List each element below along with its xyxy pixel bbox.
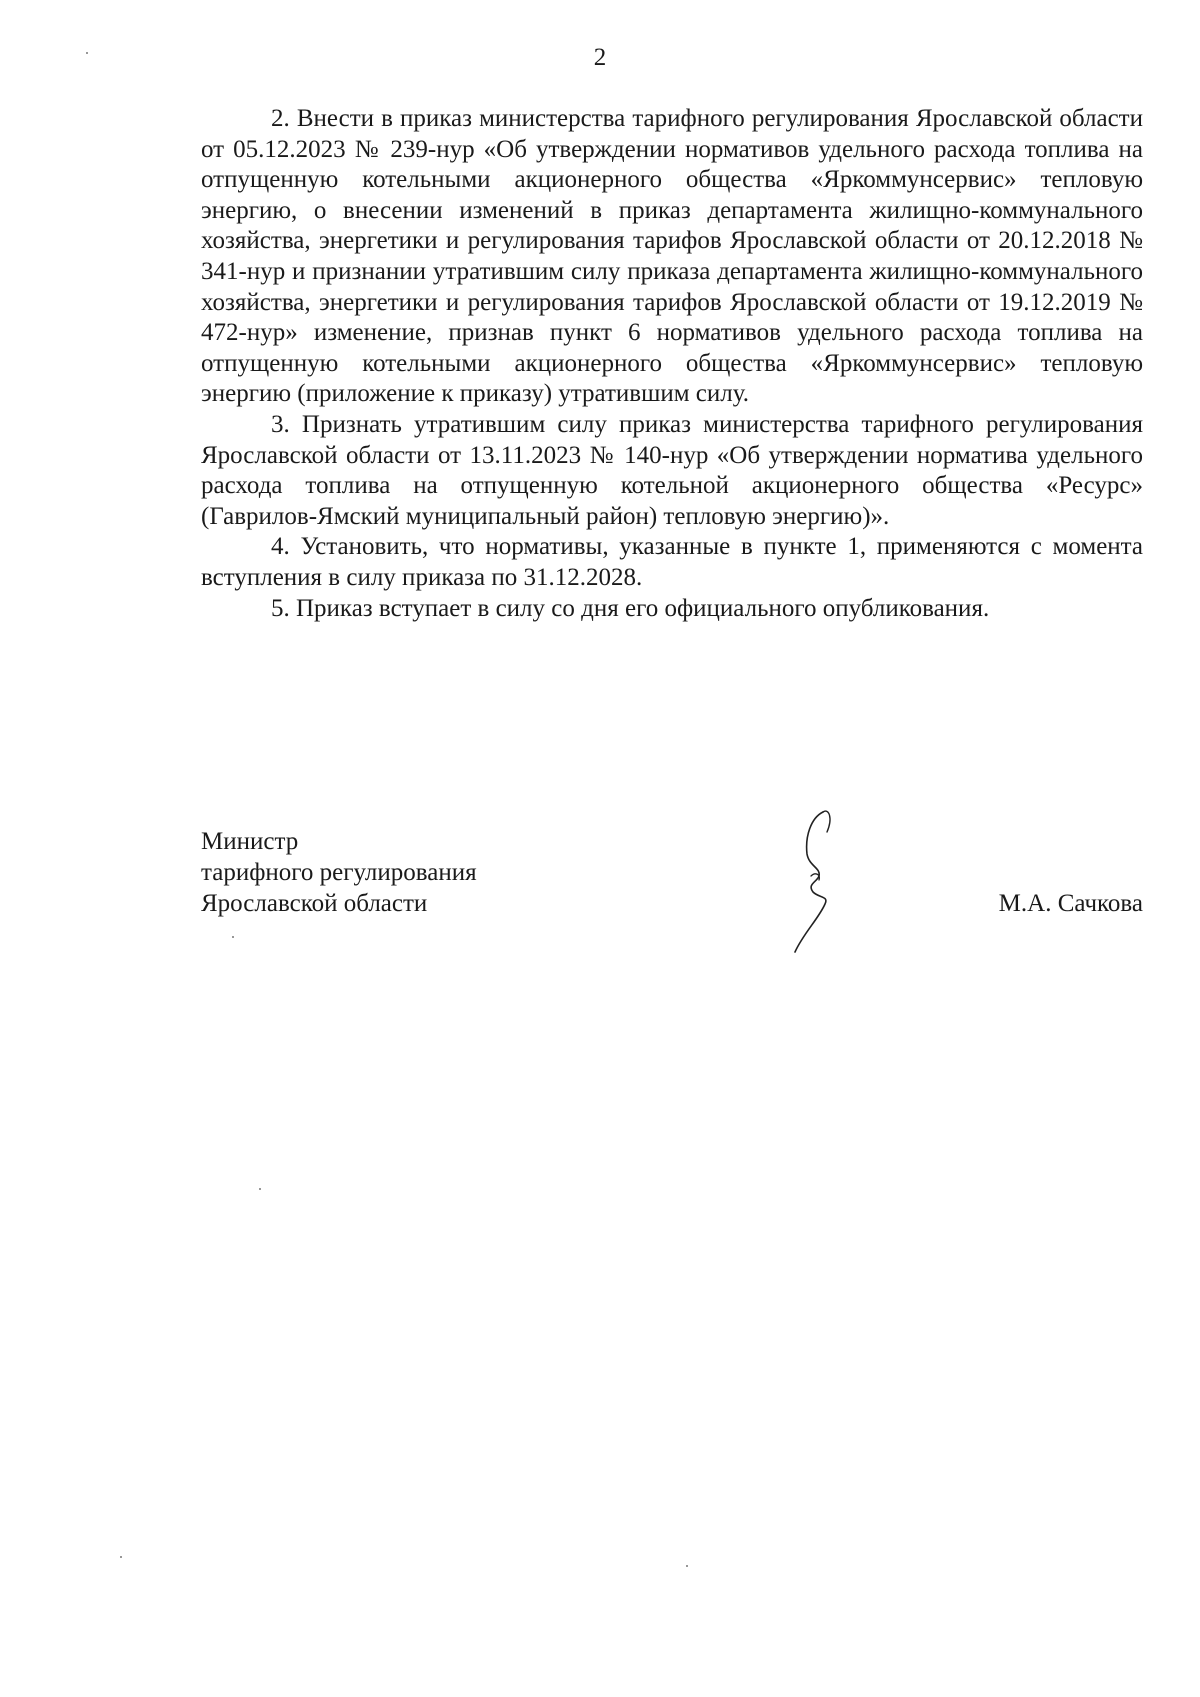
- scan-speck: [686, 1565, 688, 1567]
- signature-block: [201, 826, 1143, 966]
- paragraph-5: 5. Приказ вступает в силу со дня его официального опубликования.: [271, 594, 990, 622]
- signer-name: М.А. Сачкова: [998, 890, 1143, 917]
- page-number: 2: [593, 44, 607, 71]
- signer-position: [201, 826, 477, 919]
- paragraph-3: 3. Признать утратившим силу приказ министерства тарифного регулирования Ярославской области от 13.11.2023 № 140-нур «Об утверждении норматива удельного расхода топлива на отпущенную котельной акционерного общества «Ресурс» (Гаврилов-Ямский муниципальный район) тепловую энергию)».: [201, 410, 1143, 530]
- scan-speck: [86, 52, 88, 54]
- signer-position-line3: Ярославской области: [201, 890, 428, 917]
- paragraph-2: 2. Внести в приказ министерства тарифного регулирования Ярославской области от 05.12.2023 № 239-нур «Об утверждении нормативов удельного расхода топлива на отпущенную котельными акционерного общества «Яркоммунсервис» тепловую энергию, о внесении изменений в приказ департамента жилищно-коммунального хозяйства, энергетики и регулирования тарифов Ярославской области от 20.12.2018 № 341-нур и признании утратившим силу приказа департамента жилищно-коммунального хозяйства, энергетики и регулирования тарифов Ярославской области от 19.12.2019 № 472-нур» изменение, признав пункт 6 нормативов удельного расхода топлива на отпущенную котельными акционерного общества «Яркоммунсервис» тепловую энергию (приложение к приказу) утратившим силу.: [201, 105, 1143, 408]
- document-body: [201, 104, 1143, 624]
- handwritten-signature: [781, 806, 871, 956]
- paragraph-4: 4. Установить, что нормативы, указанные в пункте 1, применяются с момента вступления в силу приказа по 31.12.2028.: [201, 533, 1143, 591]
- signer-position-line1: Министр: [201, 828, 299, 855]
- signer-position-line2: тарифного регулирования: [201, 859, 477, 886]
- scan-speck: [259, 1188, 261, 1190]
- scan-speck: [120, 1556, 122, 1558]
- scan-speck: [232, 936, 234, 938]
